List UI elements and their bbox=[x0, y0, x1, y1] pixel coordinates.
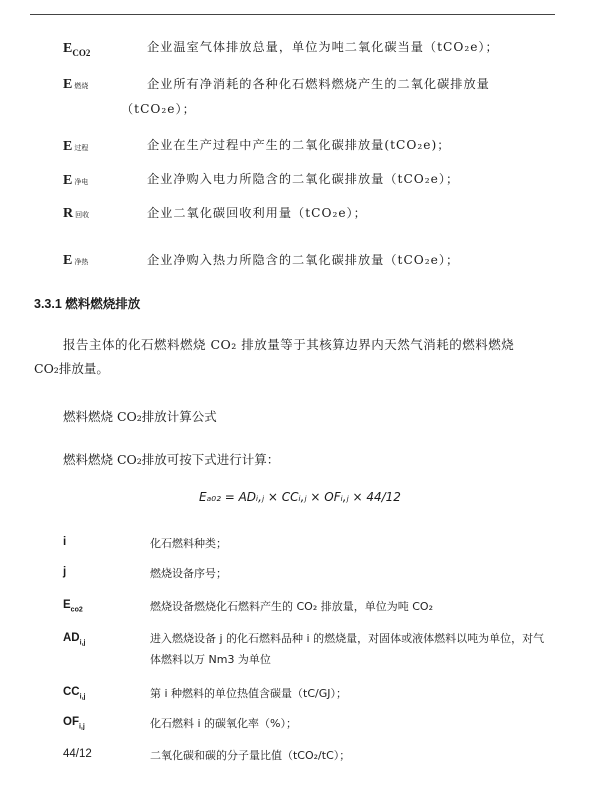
body-paragraph-line1: 报告主体的化石燃料燃烧 CO₂ 排放量等于其核算边界内天然气消耗的燃料燃烧 bbox=[63, 337, 515, 352]
var-symbol-cc: $CC_{i,j}$ bbox=[63, 686, 86, 701]
var-symbol-i: i bbox=[63, 536, 67, 548]
section-heading: 3.3.1 燃料燃烧排放 bbox=[34, 297, 141, 311]
var-desc-e-co2: 燃烧设备燃烧化石燃料产生的 CO₂ 排放量，单位为吨 CO₂ bbox=[150, 600, 433, 613]
body-paragraph-line2: CO₂排放量。 bbox=[34, 361, 109, 376]
var-symbol-ad: $AD_{i,j}$ bbox=[63, 632, 86, 647]
def-desc-e-process: 企业在生产过程中产生的二氧化碳排放量(tCO₂e)； bbox=[147, 138, 451, 152]
var-desc-ad: 进入燃烧设备 j 的化石燃料品种 i 的燃烧量，对固体或液体燃料以吨为单位，对气 bbox=[150, 632, 545, 645]
var-symbol-j: j bbox=[63, 566, 67, 578]
def-desc-e-combustion: 企业所有净消耗的各种化石燃料燃烧产生的二氧化碳排放量 bbox=[147, 77, 490, 91]
var-desc-of: 化石燃料 i 的碳氧化率（%）； bbox=[150, 717, 298, 730]
var-desc-ad-cont: 体燃料以万 Nm3 为单位 bbox=[150, 653, 271, 666]
header-rule bbox=[30, 14, 555, 15]
formula-title: 燃料燃烧 CO₂排放计算公式 bbox=[63, 409, 217, 424]
def-symbol-e-process: E过程 bbox=[63, 139, 89, 154]
def-desc-e-electricity: 企业净购入电力所隐含的二氧化碳排放量（tCO₂e）； bbox=[147, 172, 460, 186]
var-desc-i: 化石燃料种类； bbox=[150, 537, 227, 550]
var-desc-ratio: 二氧化碳和碳的分子量比值（tCO₂/tC）； bbox=[150, 749, 351, 762]
def-desc-e-co2: 企业温室气体排放总量，单位为吨二氧化碳当量（tCO₂e）； bbox=[147, 40, 499, 54]
var-symbol-e-co2: $E_{co2}$ bbox=[63, 599, 83, 614]
def-desc-e-heat: 企业净购入热力所隐含的二氧化碳排放量（tCO₂e）； bbox=[147, 253, 460, 267]
var-symbol-of: $OF_{i,j}$ bbox=[63, 716, 85, 731]
def-desc-r-recovery: 企业二氧化碳回收利用量（tCO₂e）； bbox=[147, 206, 367, 220]
def-desc-e-combustion-cont: （tCO₂e）； bbox=[121, 102, 196, 116]
var-symbol-ratio: 44/12 bbox=[63, 748, 92, 760]
def-symbol-e-combustion: E燃烧 bbox=[63, 77, 89, 92]
formula-intro: 燃料燃烧 CO₂排放可按下式进行计算： bbox=[63, 452, 280, 467]
def-symbol-e-co2: $E_{CO2}$ bbox=[63, 41, 91, 58]
var-desc-j: 燃烧设备序号； bbox=[150, 567, 227, 580]
emission-formula: Eₐ₀₂ = ADᵢ,ⱼ × CCᵢ,ⱼ × OFᵢ,ⱼ × 44/12 bbox=[199, 490, 401, 504]
def-symbol-e-heat: E净热 bbox=[63, 253, 89, 268]
def-symbol-e-electricity: E净电 bbox=[63, 173, 89, 188]
var-desc-cc: 第 i 种燃料的单位热值含碳量（tC/GJ）； bbox=[150, 687, 348, 700]
def-symbol-r-recovery: R回收 bbox=[63, 206, 90, 221]
